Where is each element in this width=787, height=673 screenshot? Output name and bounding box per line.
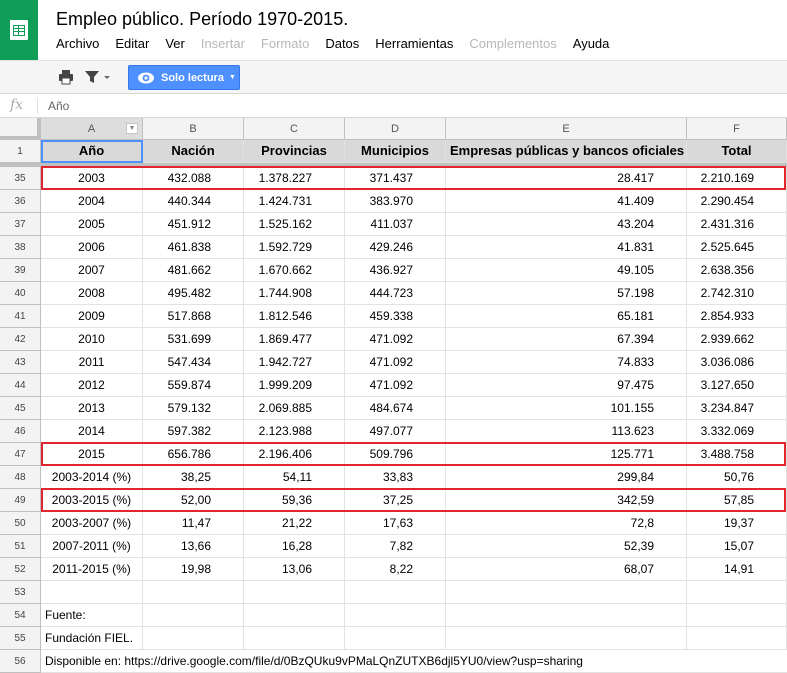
cell-b[interactable]: 656.786	[143, 443, 244, 466]
table-row	[0, 397, 787, 420]
row-header[interactable]: 54	[0, 604, 41, 627]
row-header[interactable]: 48	[0, 466, 41, 489]
row-header[interactable]: 44	[0, 374, 41, 397]
cell-a[interactable]: 2005	[41, 213, 143, 236]
cell-f[interactable]: 2.742.310	[687, 282, 787, 305]
column-header-f[interactable]	[687, 118, 787, 140]
cell-a[interactable]: 2013	[41, 397, 143, 420]
cell-b[interactable]: 11,47	[143, 512, 244, 535]
cell-b[interactable]: 38,25	[143, 466, 244, 489]
table-row	[0, 351, 787, 374]
table-row	[0, 167, 787, 190]
cell-d[interactable]: 444.723	[345, 282, 446, 305]
cell-c[interactable]: 21,22	[244, 512, 345, 535]
cell-a[interactable]: 2003-2007 (%)	[41, 512, 143, 535]
cell-f[interactable]: 50,76	[687, 466, 787, 489]
cell-b[interactable]: Nación	[143, 140, 244, 163]
cell-d[interactable]: 509.796	[345, 443, 446, 466]
cell-f[interactable]: 3.234.847	[687, 397, 787, 420]
cell-f[interactable]: 2.638.356	[687, 259, 787, 282]
table-row	[0, 236, 787, 259]
read-only-label: Solo lectura	[161, 71, 224, 84]
cell-f[interactable]: 2.431.316	[687, 213, 787, 236]
cell-f[interactable]: 3.036.086	[687, 351, 787, 374]
cell-b[interactable]	[143, 581, 244, 604]
toolbar	[0, 60, 787, 94]
table-row	[0, 489, 787, 512]
cell-f[interactable]: 14,91	[687, 558, 787, 581]
cell-d[interactable]	[345, 581, 446, 604]
fx-icon: fx	[10, 97, 24, 113]
row-header[interactable]: 1	[0, 140, 41, 163]
cell-f[interactable]: 2.854.933	[687, 305, 787, 328]
cell-c[interactable]: 1.744.908	[244, 282, 345, 305]
menu-item-complementos[interactable]: Complementos	[469, 36, 557, 51]
cell-b[interactable]: 461.838	[143, 236, 244, 259]
cell-f[interactable]: 3.332.069	[687, 420, 787, 443]
cell-d[interactable]: 471.092	[345, 328, 446, 351]
cell-e[interactable]: 125.771	[446, 443, 687, 466]
row-header[interactable]: 42	[0, 328, 41, 351]
cell-f[interactable]: 3.127.650	[687, 374, 787, 397]
row-header[interactable]: 51	[0, 535, 41, 558]
column-header-label: A	[87, 122, 96, 135]
cell-a[interactable]: 2004	[41, 190, 143, 213]
menu-item-formato[interactable]: Formato	[260, 36, 310, 51]
cell-c[interactable]: 16,28	[244, 535, 345, 558]
cell-e[interactable]: 57.198	[446, 282, 687, 305]
cell-d[interactable]: 33,83	[345, 466, 446, 489]
table-row	[0, 535, 787, 558]
cell-d[interactable]: 471.092	[345, 351, 446, 374]
cell-d[interactable]: 459.338	[345, 305, 446, 328]
table-row	[0, 512, 787, 535]
cell-d[interactable]: 371.437	[345, 167, 446, 190]
menu-item-insertar[interactable]: Insertar	[200, 36, 245, 51]
menu-item-datos[interactable]: Datos	[325, 36, 360, 51]
cell-b[interactable]: 517.868	[143, 305, 244, 328]
cell-b[interactable]: 547.434	[143, 351, 244, 374]
cell-f[interactable]: 2.939.662	[687, 328, 787, 351]
menu-item-editar[interactable]: Editar	[115, 36, 150, 51]
cell-d[interactable]: 471.092	[345, 374, 446, 397]
row-header[interactable]: 43	[0, 351, 41, 374]
cell-c[interactable]: 1.525.162	[244, 213, 345, 236]
row-header[interactable]: 55	[0, 627, 41, 650]
table-row	[0, 190, 787, 213]
cell-d[interactable]: Municipios	[345, 140, 446, 163]
cell-b[interactable]: 451.912	[143, 213, 244, 236]
cell-b[interactable]: 19,98	[143, 558, 244, 581]
table-row	[0, 443, 787, 466]
cell-e[interactable]: 43.204	[446, 213, 687, 236]
read-only-button[interactable]	[128, 65, 240, 90]
cell-e[interactable]: 67.394	[446, 328, 687, 351]
cell-b[interactable]: 440.344	[143, 190, 244, 213]
cell-f[interactable]: 2.210.169	[687, 167, 787, 190]
note-text[interactable]: Fundación FIEL.	[45, 631, 134, 645]
cell-c[interactable]	[244, 581, 345, 604]
eye-icon	[137, 71, 155, 85]
row-header[interactable]: 53	[0, 581, 41, 604]
cell-a[interactable]: 2007-2011 (%)	[41, 535, 143, 558]
row-header[interactable]: 40	[0, 282, 41, 305]
cell-f[interactable]: Total	[687, 140, 787, 163]
cell-c[interactable]: 13,06	[244, 558, 345, 581]
cell-e[interactable]: 28.417	[446, 167, 687, 190]
cell-b[interactable]: 559.874	[143, 374, 244, 397]
cell-f[interactable]: 19,37	[687, 512, 787, 535]
table-row	[0, 558, 787, 581]
cell-a[interactable]: 2003-2014 (%)	[41, 466, 143, 489]
row-header[interactable]: 41	[0, 305, 41, 328]
column-header-d[interactable]	[345, 118, 446, 140]
cell-e[interactable]: 97.475	[446, 374, 687, 397]
cell-a[interactable]: 2014	[41, 420, 143, 443]
cell-a[interactable]: 2012	[41, 374, 143, 397]
menu-bar	[56, 36, 625, 51]
select-all-corner[interactable]	[0, 118, 41, 140]
cell-e[interactable]: 68,07	[446, 558, 687, 581]
cell-d[interactable]: 411.037	[345, 213, 446, 236]
cell-d[interactable]: 436.927	[345, 259, 446, 282]
cell-c[interactable]: Provincias	[244, 140, 345, 163]
cell-b[interactable]: 52,00	[143, 489, 244, 512]
cell-e[interactable]: 74.833	[446, 351, 687, 374]
cell-b[interactable]: 597.382	[143, 420, 244, 443]
cell-d[interactable]: 497.077	[345, 420, 446, 443]
app-header	[0, 0, 787, 60]
cell-f[interactable]: 2.525.645	[687, 236, 787, 259]
document-title[interactable]: Empleo público. Período 1970-2015.	[56, 9, 349, 29]
cell-f[interactable]: 15,07	[687, 535, 787, 558]
cell-e[interactable]: 41.831	[446, 236, 687, 259]
cell-c[interactable]: 1.424.731	[244, 190, 345, 213]
row-header[interactable]: 52	[0, 558, 41, 581]
divider	[37, 98, 38, 114]
cell-a[interactable]: 2003	[41, 167, 143, 190]
cell-c[interactable]: 1.378.227	[244, 167, 345, 190]
column-header-a[interactable]	[41, 118, 143, 140]
cell-c[interactable]: 2.196.406	[244, 443, 345, 466]
row-header[interactable]: 37	[0, 213, 41, 236]
cell-c[interactable]: 1.670.662	[244, 259, 345, 282]
cell-e[interactable]: 299,84	[446, 466, 687, 489]
cell-a[interactable]: 2007	[41, 259, 143, 282]
cell-c[interactable]: 1.942.727	[244, 351, 345, 374]
column-header-b[interactable]	[143, 118, 244, 140]
cell-a[interactable]	[41, 581, 143, 604]
table-row	[0, 213, 787, 236]
note-text[interactable]: Disponible en: https://drive.google.com/file/d/0BzQUku9vPMaLQnZUTXB6djl5YU0/view?usp=sharing	[45, 654, 583, 668]
note-row	[0, 627, 787, 650]
cell-c[interactable]: 2.123.988	[244, 420, 345, 443]
header-row	[0, 140, 787, 163]
cell-f[interactable]: 2.290.454	[687, 190, 787, 213]
cell-a[interactable]: 2010	[41, 328, 143, 351]
cell-e[interactable]	[446, 581, 687, 604]
cell-b[interactable]: 481.662	[143, 259, 244, 282]
cell-e[interactable]: 65.181	[446, 305, 687, 328]
row-header[interactable]: 39	[0, 259, 41, 282]
cell-b[interactable]: 531.699	[143, 328, 244, 351]
sheets-icon[interactable]	[0, 0, 38, 60]
menu-item-archivo[interactable]: Archivo	[56, 36, 100, 51]
column-header-c[interactable]	[244, 118, 345, 140]
cell-b[interactable]: 13,66	[143, 535, 244, 558]
table-row	[0, 420, 787, 443]
cell-c[interactable]: 1.812.546	[244, 305, 345, 328]
column-header-label: C	[290, 122, 298, 135]
row-header[interactable]: 50	[0, 512, 41, 535]
cell-c[interactable]: 2.069.885	[244, 397, 345, 420]
cell-a[interactable]: 2015	[41, 443, 143, 466]
cell-e[interactable]: 52,39	[446, 535, 687, 558]
cell-b[interactable]: 579.132	[143, 397, 244, 420]
cell-d[interactable]: 37,25	[345, 489, 446, 512]
row-header[interactable]: 38	[0, 236, 41, 259]
cell-b[interactable]: 495.482	[143, 282, 244, 305]
formula-bar	[0, 94, 787, 118]
cell-c[interactable]: 1.999.209	[244, 374, 345, 397]
column-header-e[interactable]	[446, 118, 687, 140]
row-header[interactable]: 35	[0, 167, 41, 190]
column-header-label: F	[733, 122, 740, 135]
table-row	[0, 581, 787, 604]
row-header[interactable]: 47	[0, 443, 41, 466]
cell-d[interactable]: 17,63	[345, 512, 446, 535]
formula-input[interactable]: Año	[48, 99, 70, 113]
cell-a[interactable]: 2009	[41, 305, 143, 328]
cell-f[interactable]	[687, 581, 787, 604]
cell-c[interactable]: 1.592.729	[244, 236, 345, 259]
cell-e[interactable]: Empresas públicas y bancos oficiales	[446, 140, 687, 163]
table-row	[0, 374, 787, 397]
table-row	[0, 259, 787, 282]
cell-c[interactable]: 1.869.477	[244, 328, 345, 351]
column-menu-icon[interactable]: ▼	[126, 123, 138, 134]
cell-e[interactable]: 113.623	[446, 420, 687, 443]
row-header[interactable]: 46	[0, 420, 41, 443]
cell-e[interactable]: 342,59	[446, 489, 687, 512]
note-text[interactable]: Fuente:	[45, 608, 86, 622]
print-icon[interactable]	[58, 69, 74, 85]
cell-f[interactable]: 57,85	[687, 489, 787, 512]
cell-e[interactable]: 72,8	[446, 512, 687, 535]
cell-e[interactable]: 41.409	[446, 190, 687, 213]
menu-item-herramientas[interactable]: Herramientas	[375, 36, 454, 51]
filter-icon[interactable]	[84, 69, 112, 85]
cell-a[interactable]: 2008	[41, 282, 143, 305]
cell-d[interactable]: 429.246	[345, 236, 446, 259]
column-header-label: E	[562, 122, 570, 135]
table-row	[0, 305, 787, 328]
cell-d[interactable]: 7,82	[345, 535, 446, 558]
cell-d[interactable]: 8,22	[345, 558, 446, 581]
cell-c[interactable]: 54,11	[244, 466, 345, 489]
row-header[interactable]: 56	[0, 650, 41, 673]
column-header-label: D	[391, 122, 399, 135]
cell-e[interactable]: 49.105	[446, 259, 687, 282]
cell-a[interactable]: Año	[41, 140, 143, 163]
cell-a[interactable]: 2011	[41, 351, 143, 374]
cell-a[interactable]: 2003-2015 (%)	[41, 489, 143, 512]
table-row	[0, 282, 787, 305]
cell-e[interactable]: 101.155	[446, 397, 687, 420]
cell-a[interactable]: 2011-2015 (%)	[41, 558, 143, 581]
row-header[interactable]: 49	[0, 489, 41, 512]
row-header[interactable]: 45	[0, 397, 41, 420]
cell-d[interactable]: 383.970	[345, 190, 446, 213]
cell-a[interactable]: 2006	[41, 236, 143, 259]
note-row	[0, 604, 787, 627]
cell-d[interactable]: 484.674	[345, 397, 446, 420]
note-row	[0, 650, 787, 673]
menu-item-ayuda[interactable]: Ayuda	[572, 36, 610, 51]
table-row	[0, 328, 787, 351]
menu-item-ver[interactable]: Ver	[165, 36, 185, 51]
cell-c[interactable]: 59,36	[244, 489, 345, 512]
row-header[interactable]: 36	[0, 190, 41, 213]
column-header-label: B	[189, 122, 197, 135]
table-row	[0, 466, 787, 489]
cell-f[interactable]: 3.488.758	[687, 443, 787, 466]
cell-b[interactable]: 432.088	[143, 167, 244, 190]
chevron-down-icon: ▼	[228, 74, 236, 81]
